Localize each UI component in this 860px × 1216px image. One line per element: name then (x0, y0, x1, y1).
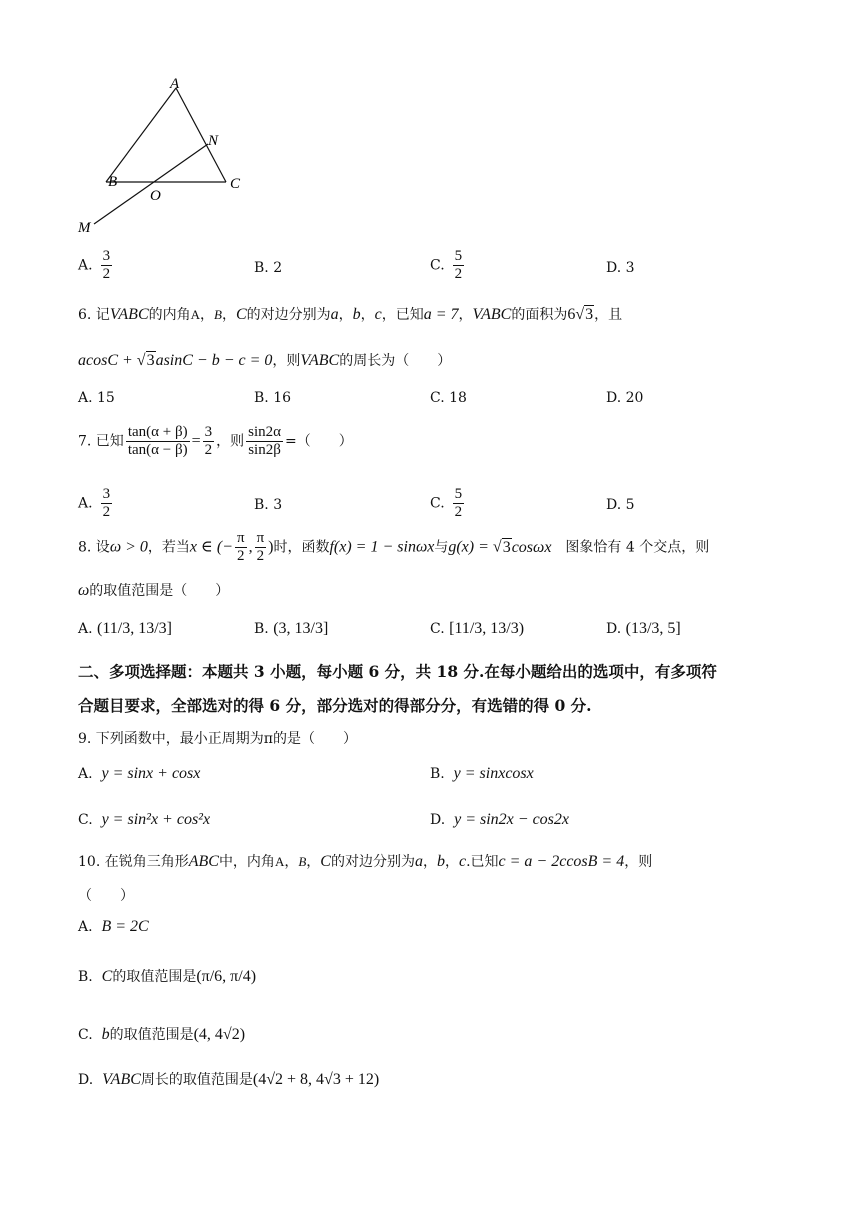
label-n: N (208, 133, 219, 149)
q10-option-c: C. b的取值范围是(4, 4√2) (78, 1026, 246, 1043)
q6-stem-line2: acosC + √3asinC − b − c = 0，则VABC的周长为（ ） (78, 352, 452, 369)
q10-option-d: D. VABC周长的取值范围是(4√2 + 8, 4√3 + 12) (78, 1071, 380, 1088)
q9-option-d: D. y = sin2x − cos2x (430, 811, 569, 828)
section-2-heading-line2: 合题目要求，全部选对的得 6 分，部分选对的得部分分，有选错的得 0 分. (78, 696, 592, 715)
q5-option-b: B. 2 (254, 260, 283, 276)
label-c: C (230, 176, 241, 192)
q7-option-c: C. $\frac{5}{2}$ (430, 486, 463, 520)
q6-option-c: C. 18 (430, 390, 467, 406)
q8-option-c: C. [11/3, 13/3) (430, 620, 525, 637)
q8-option-a: A. (11/3, 13/3] (78, 620, 172, 637)
q8-option-d: D. (13/3, 5] (606, 620, 681, 637)
q7-stem: 7. 已知 $\frac{\tan(\alpha + \beta)}{\tan(\alpha - \beta)}$ = $\frac{3}{2}$ ，则 $\frac{\sin 2\alpha}{\sin 2\beta}$ =（ ） (78, 424, 353, 458)
q6-stem-line1: 6. 记VABC的内角A，B，C的对边分别为a，b，c，已知a = 7，VABC的面积为6√3，且 (78, 306, 623, 323)
q5-option-a: A. $\frac{3}{2}$ (78, 248, 111, 282)
q7-option-b: B. 3 (254, 497, 283, 513)
q10-stem-line1: 10. 在锐角三角形ABC中，内角A，B，C的对边分别为a，b，c.已知c = a − 2ccosB = 4，则 (78, 853, 653, 870)
q6-option-a: A. 15 (78, 390, 115, 406)
q7-option-a: A. $\frac{3}{2}$ (78, 486, 111, 520)
q10-stem-line2: （ ） (78, 888, 134, 904)
q8-stem-line2: ω的取值范围是（ ） (78, 582, 230, 599)
q5-option-c: C. $\frac{5}{2}$ (430, 248, 463, 282)
section-2-heading-line1: 二、多项选择题：本题共 3 小题，每小题 6 分，共 18 分.在每小题给出的选项中，有多项符 (78, 662, 717, 681)
q9-option-a: A. y = sinx + cosx (78, 765, 201, 782)
q8-stem-line1: 8. 设ω > 0，若当x ∈ (− $\frac{\pi}{2}$ , $\frac{\pi}{2}$ )时，函数f(x) = 1 − sinωx与g(x) = √3cosωx 图象恰有 4 个交点，则 (78, 530, 710, 564)
q9-option-b: B. y = sinxcosx (430, 765, 534, 782)
q9-option-c: C. y = sin²x + cos²x (78, 811, 211, 828)
label-a: A (170, 76, 180, 92)
label-o: O (150, 188, 161, 204)
q7-option-d: D. 5 (606, 497, 635, 513)
q6-option-d: D. 20 (606, 390, 644, 406)
q6-option-b: B. 16 (254, 390, 292, 406)
label-m: M (78, 220, 91, 236)
triangle-figure (70, 70, 260, 240)
q10-option-a: A. B = 2C (78, 918, 149, 935)
q9-stem: 9. 下列函数中，最小正周期为π的是（ ） (78, 731, 358, 747)
q8-option-b: B. (3, 13/3] (254, 620, 329, 637)
q5-option-d: D. 3 (606, 260, 635, 276)
q10-option-b: B. C的取值范围是(π/6, π/4) (78, 968, 257, 985)
label-b: B (108, 174, 118, 190)
